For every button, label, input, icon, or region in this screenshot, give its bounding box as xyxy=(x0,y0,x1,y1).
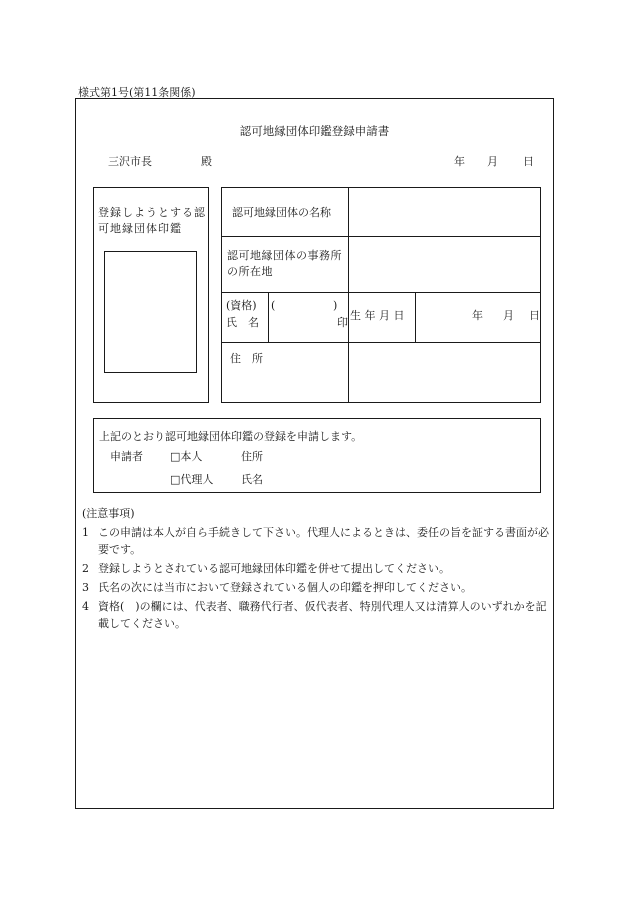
birth-day-label: 日 xyxy=(529,309,540,322)
birth-month-label: 月 xyxy=(503,309,514,322)
addressee: 三沢市長 xyxy=(108,155,152,168)
form-number: 様式第1号(第11条関係) xyxy=(78,86,196,99)
checkbox-self[interactable]: □本人 xyxy=(170,450,203,463)
date-day-label: 日 xyxy=(523,155,534,168)
notes-section xyxy=(82,505,552,632)
note-item xyxy=(82,524,552,558)
birthdate-field[interactable] xyxy=(416,293,539,341)
note-text: 氏名の次には当市において登録されている個人の印鑑を押印してください。 xyxy=(98,581,472,594)
birth-year-label: 年 xyxy=(472,309,483,322)
org-office-label: 認可地縁団体の事務所の所在地 xyxy=(227,249,342,278)
qualification-paren-close: ) xyxy=(333,299,338,312)
notes-heading: (注意事項) xyxy=(82,507,135,520)
note-text: 登録しようとされている認可地縁団体印鑑を併せて提出してください。 xyxy=(98,562,450,575)
declaration-name-label: 氏名 xyxy=(241,473,263,486)
note-item xyxy=(82,598,552,632)
note-text: 資格( )の欄には、代表者、職務代行者、仮代表者、特別代理人又は清算人のいずれかを記載してください。 xyxy=(98,600,547,630)
birthdate-label: 生 年 月 日 xyxy=(350,309,405,322)
note-item xyxy=(82,560,552,577)
note-number: 2 xyxy=(82,562,89,575)
date-year-label: 年 xyxy=(454,155,465,168)
org-office-field[interactable] xyxy=(349,237,539,291)
applicant-label: 申請者 xyxy=(110,450,143,463)
address-field[interactable] xyxy=(349,343,539,401)
address-label: 住 所 xyxy=(230,352,263,365)
note-item xyxy=(82,579,552,596)
seal-label: 登録しようとする認可地縁団体印鑑 xyxy=(98,206,206,235)
note-number: 3 xyxy=(82,581,89,594)
form-title: 認可地縁団体印鑑登録申請書 xyxy=(239,124,390,138)
note-text: この申請は本人が自ら手続きして下さい。代理人によるときは、委任の旨を証する書面が必要です。 xyxy=(98,526,549,556)
checkbox-agent[interactable]: □代理人 xyxy=(170,473,214,486)
org-name-label: 認可地縁団体の名称 xyxy=(232,206,331,219)
declaration-statement: 上記のとおり認可地縁団体印鑑の登録を申請します。 xyxy=(99,430,363,443)
note-number: 1 xyxy=(82,526,89,539)
name-label: 氏 名 xyxy=(226,316,259,329)
honorific: 殿 xyxy=(201,155,212,168)
org-name-field[interactable] xyxy=(349,188,539,235)
applicant-name-field[interactable] xyxy=(269,293,347,341)
note-number: 4 xyxy=(82,600,89,613)
declaration-address-label: 住所 xyxy=(241,450,263,463)
seal-mark: 印 xyxy=(337,316,348,329)
qualification-label: (資格) xyxy=(226,299,257,312)
date-month-label: 月 xyxy=(487,155,498,168)
seal-impression-area[interactable] xyxy=(104,251,197,373)
info-table xyxy=(221,187,541,403)
qualification-paren-open: ( xyxy=(271,299,276,312)
